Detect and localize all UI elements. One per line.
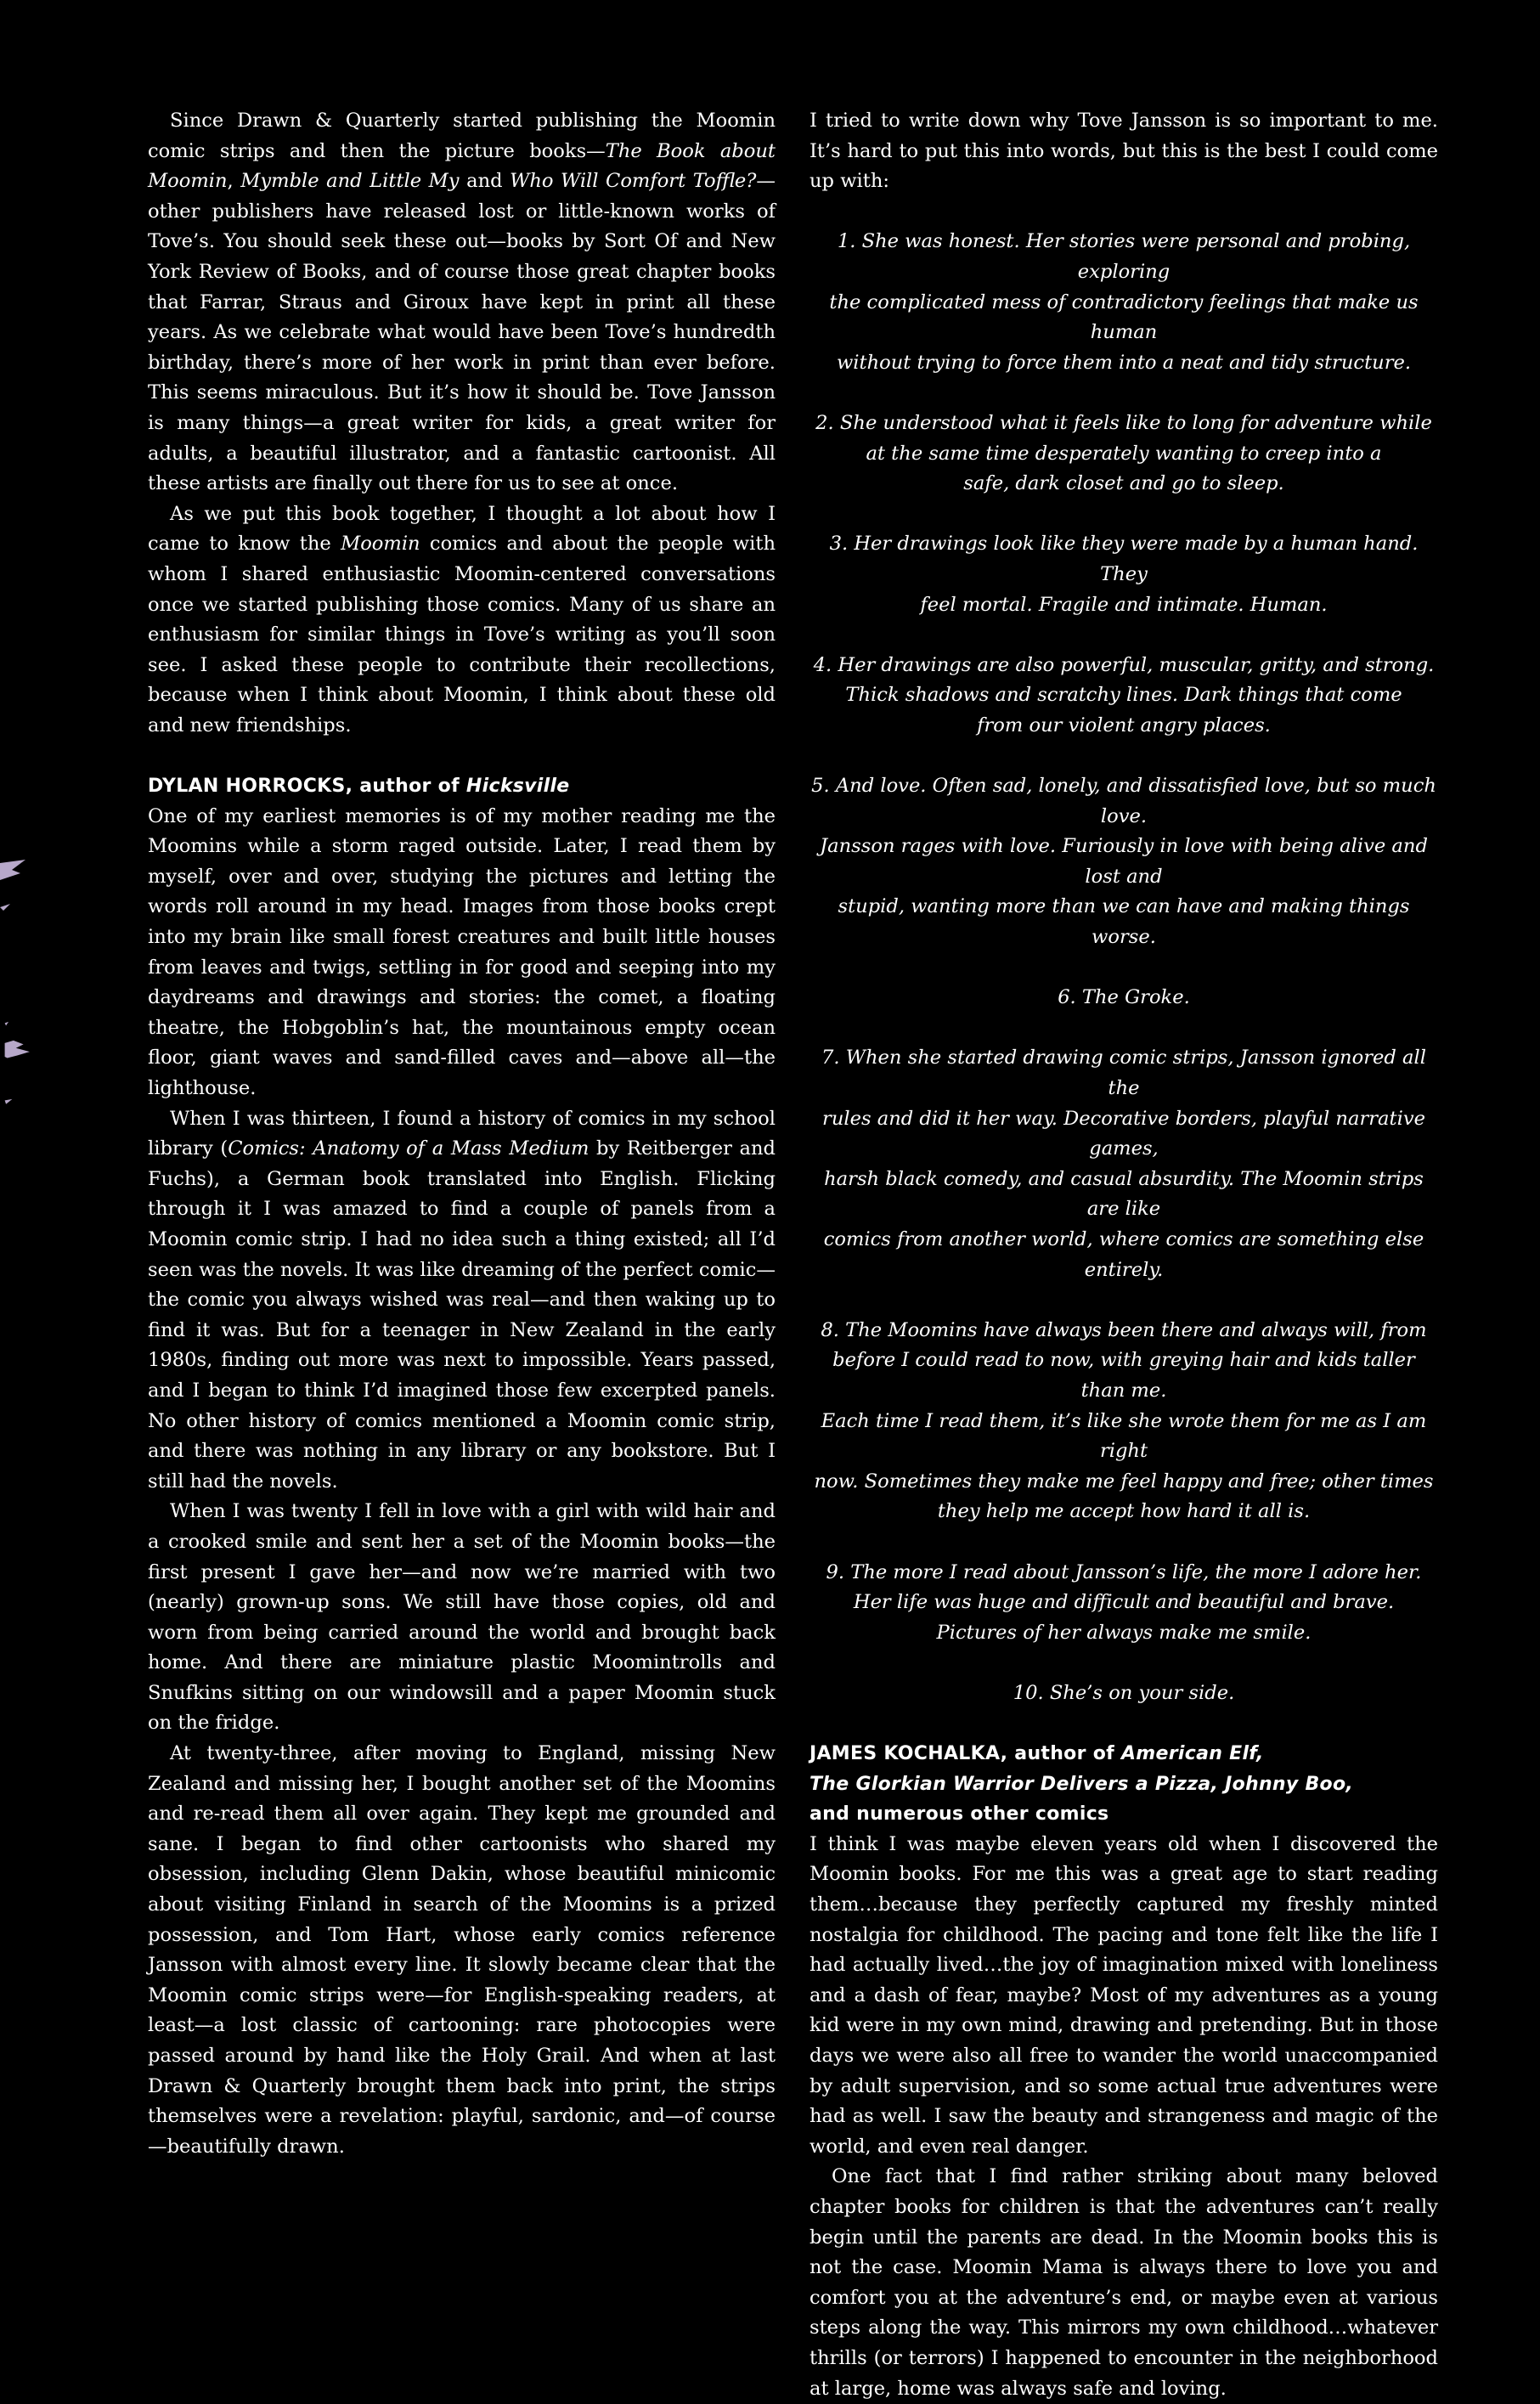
horrocks-paragraph-1: One of my earliest memories is of my mother reading me the Moomins while a storm raged outside. Later, I read them by myself, over and over, studying the pictures and letting the words roll around in my head. Images from those books crept into my brain like small forest creatures and built little houses from leaves and twigs, settling in for good and seeping into my daydreams and drawings and stories: the comet, a floating theatre, the Hobgoblin’s hat, the mountainous empty ocean floor, giant waves and sand-filled caves and—above all—the lighthouse. bbox=[148, 804, 776, 1099]
reason-line: Pictures of her always make me smile. bbox=[936, 1621, 1312, 1644]
section-heading-kochalka: JAMES KOCHALKA, author of American Elf, The Glorkian Warrior Delivers a Pizza, Johnny Boo, and numerous other comics bbox=[809, 1743, 1354, 1826]
reason-item bbox=[809, 983, 1438, 1013]
reason-line: Her life was huge and difficult and beautiful and brave. bbox=[853, 1591, 1395, 1614]
right-column bbox=[809, 106, 1438, 2404]
reason-line: 8. The Moomins have always been there and always will, from bbox=[821, 1318, 1427, 1341]
reason-item bbox=[809, 1316, 1438, 1527]
reason-item bbox=[809, 651, 1438, 742]
reason-item bbox=[809, 1558, 1438, 1649]
reason-line: harsh black comedy, and casual absurdity. The Moomin strips are like bbox=[824, 1167, 1424, 1221]
reason-line: without trying to force them into a neat and tidy structure. bbox=[836, 351, 1412, 374]
reason-line: from our violent angry places. bbox=[977, 714, 1271, 736]
intro-paragraph-2: As we put this book together, I thought a lot about how I came to know the Moomin comics and about the people with whom I shared enthusiastic Moomin-centered conversations once we started publishing those comics. Many of us share an enthusiasm for similar things in Tove’s writing as you’ll soon see. I asked these people to contribute their recollections, because when I think about Moomin, I think about these old and new friendships. bbox=[148, 502, 776, 736]
reason-line: 7. When she started drawing comic strips, Jansson ignored all the bbox=[821, 1047, 1426, 1099]
section-heading-horrocks: DYLAN HORROCKS, author of Hicksville bbox=[148, 776, 570, 798]
reason-item bbox=[809, 1679, 1438, 1709]
reason-item bbox=[809, 1043, 1438, 1285]
horrocks-paragraph-3: When I was twenty I fell in love with a girl with wild hair and a crooked smile and sent her a set of the Moomin books—the first present I gave her—and now we’re married with two (nearly) grown-up sons. We still have those copies, old and worn from being carried around the world and brought back home. And there are miniature plastic Moomintrolls and Snufkins sitting on our windowsill and a paper Moomin stuck on the fridge. bbox=[148, 1500, 776, 1735]
kochalka-paragraph-2: One fact that I find rather striking about many beloved chapter books for children is that the adventures can’t really begin until the parents are dead. In the Moomin books this is not the case. Moomin Mama is always there to love you and comfort you at the adventure’s end, or maybe even at various steps along the way. This mirrors my own childhood…whatever thrills (or terrors) I happened to encounter in the neighborhood at large, home was always safe and loving. bbox=[809, 2165, 1438, 2400]
edge-brush-mark bbox=[0, 858, 36, 951]
reason-line: 1. She was honest. Her stories were personal and probing, exploring bbox=[837, 230, 1411, 283]
edge-brush-mark bbox=[0, 1019, 36, 1113]
reasons-intro: I tried to write down why Tove Jansson is so important to me. It’s hard to put this into words, but this is the best I could come up with: bbox=[809, 110, 1438, 193]
reason-line: 10. She’s on your side. bbox=[1013, 1681, 1235, 1704]
reason-line: feel mortal. Fragile and intimate. Human. bbox=[920, 593, 1328, 616]
reason-item bbox=[809, 771, 1438, 953]
horrocks-paragraph-4: At twenty-three, after moving to England, missing New Zealand and missing her, I bought another set of the Moomins and re-read them all over again. They kept me grounded and sane. I began to find other cartoonists who shared my obsession, including Glenn Dakin, whose beautiful minicomic about visiting Finland in search of the Moomins is a prized possession, and Tom Hart, whose early comics reference Jansson with almost every line. It slowly became clear that the Moomin comic strips were—for English-speaking readers, at least—a lost classic of cartooning: rare photocopies were passed around by hand like the Holy Grail. And when at last Drawn & Quarterly brought them back into print, the strips themselves were a revelation: playful, sardonic, and—of course—beautifully drawn. bbox=[148, 1742, 776, 2158]
intro-paragraph-1: Since Drawn & Quarterly started publishing the Moomin comic strips and then the picture books—The Book about Moomin, Mymble and Little My and Who Will Comfort Toffle?—other publishers have released lost or little-known works of Tove’s. You should seek these out—books by Sort Of and New York Review of Books, and of course those great chapter books that Farrar, Straus and Giroux have kept in print all these years. As we celebrate what would have been Tove’s hundredth birthday, there’s more of her work in print than ever before. This seems miraculous. But it’s how it should be. Tove Jansson is many things—a great writer for kids, a great writer for adults, a beautiful illustrator, and a fantastic cartoonist. All these artists are finally out there for us to see at once. bbox=[148, 110, 776, 495]
reason-line: Jansson rages with love. Furiously in love with being alive and lost and bbox=[820, 835, 1428, 888]
reason-item bbox=[809, 529, 1438, 620]
reason-line: 6. The Groke. bbox=[1058, 986, 1190, 1009]
reason-line: before I could read to now, with greying hair and kids taller than me. bbox=[832, 1349, 1415, 1402]
reason-line: rules and did it her way. Decorative borders, playful narrative games, bbox=[822, 1107, 1425, 1160]
reason-line: comics from another world, where comics are something else entirely. bbox=[823, 1227, 1424, 1281]
horrocks-paragraph-2: When I was thirteen, I found a history of comics in my school library (Comics: Anatomy of a Mass Medium by Reitberger and Fuchs), a German book translated into English. Flicking through it I was amazed to find a couple of panels from a Moomin comic strip. I had no idea such a thing existed; all I’d seen was the novels. It was like dreaming of the perfect comic—the comic you always wished was real—and then waking up to find it was. But for a teenager in New Zealand in the early 1980s, finding out more was next to impossible. Years passed, and I began to think I’d imagined those few excerpted panels. No other history of comics mentioned a Moomin comic strip, and there was nothing in any library or any bookstore. But I still had the novels. bbox=[148, 1107, 776, 1493]
reason-item bbox=[809, 227, 1438, 378]
reason-line: now. Sometimes they make me feel happy and free; other times bbox=[814, 1470, 1434, 1493]
left-column bbox=[148, 106, 776, 2162]
reasons-list bbox=[809, 227, 1438, 1708]
reason-line: Thick shadows and scratchy lines. Dark things that come bbox=[845, 684, 1402, 707]
reason-line: 5. And love. Often sad, lonely, and dissatisfied love, but so much love. bbox=[811, 775, 1436, 827]
reason-line: 9. The more I read about Jansson’s life, the more I adore her. bbox=[826, 1560, 1422, 1583]
reason-line: the complicated mess of contradictory feelings that make us human bbox=[829, 291, 1419, 344]
reason-line: 2. She understood what it feels like to long for adventure while bbox=[815, 411, 1432, 434]
kochalka-paragraph-1: I think I was maybe eleven years old when I discovered the Moomin books. For me this was a great age to start reading them…because they perfectly captured my freshly minted nostalgia for childhood. The pacing and tone felt like the life I had actually lived…the joy of imagination mixed with loneliness and a dash of fear, maybe? Most of my adventures as a young kid were in my own mind, drawing and pretending. But in those days we were also all free to wander the world unaccompanied by adult supervision, and so some actual true adventures were had as well. I saw the beauty and strangeness and magic of the world, and even real danger. bbox=[809, 1832, 1438, 2158]
reason-line: stupid, wanting more than we can have and making things worse. bbox=[838, 895, 1410, 949]
reason-line: at the same time desperately wanting to creep into a bbox=[866, 442, 1382, 465]
reason-line: 3. Her drawings look like they were made by a human hand. They bbox=[829, 533, 1419, 585]
reason-line: 4. Her drawings are also powerful, muscular, gritty, and strong. bbox=[813, 653, 1435, 676]
reason-line: they help me accept how hard it all is. bbox=[937, 1500, 1311, 1523]
reason-line: Each time I read them, it’s like she wrote them for me as I am right bbox=[821, 1409, 1427, 1463]
reason-item bbox=[809, 409, 1438, 499]
reason-line: safe, dark closet and go to sleep. bbox=[963, 472, 1284, 495]
